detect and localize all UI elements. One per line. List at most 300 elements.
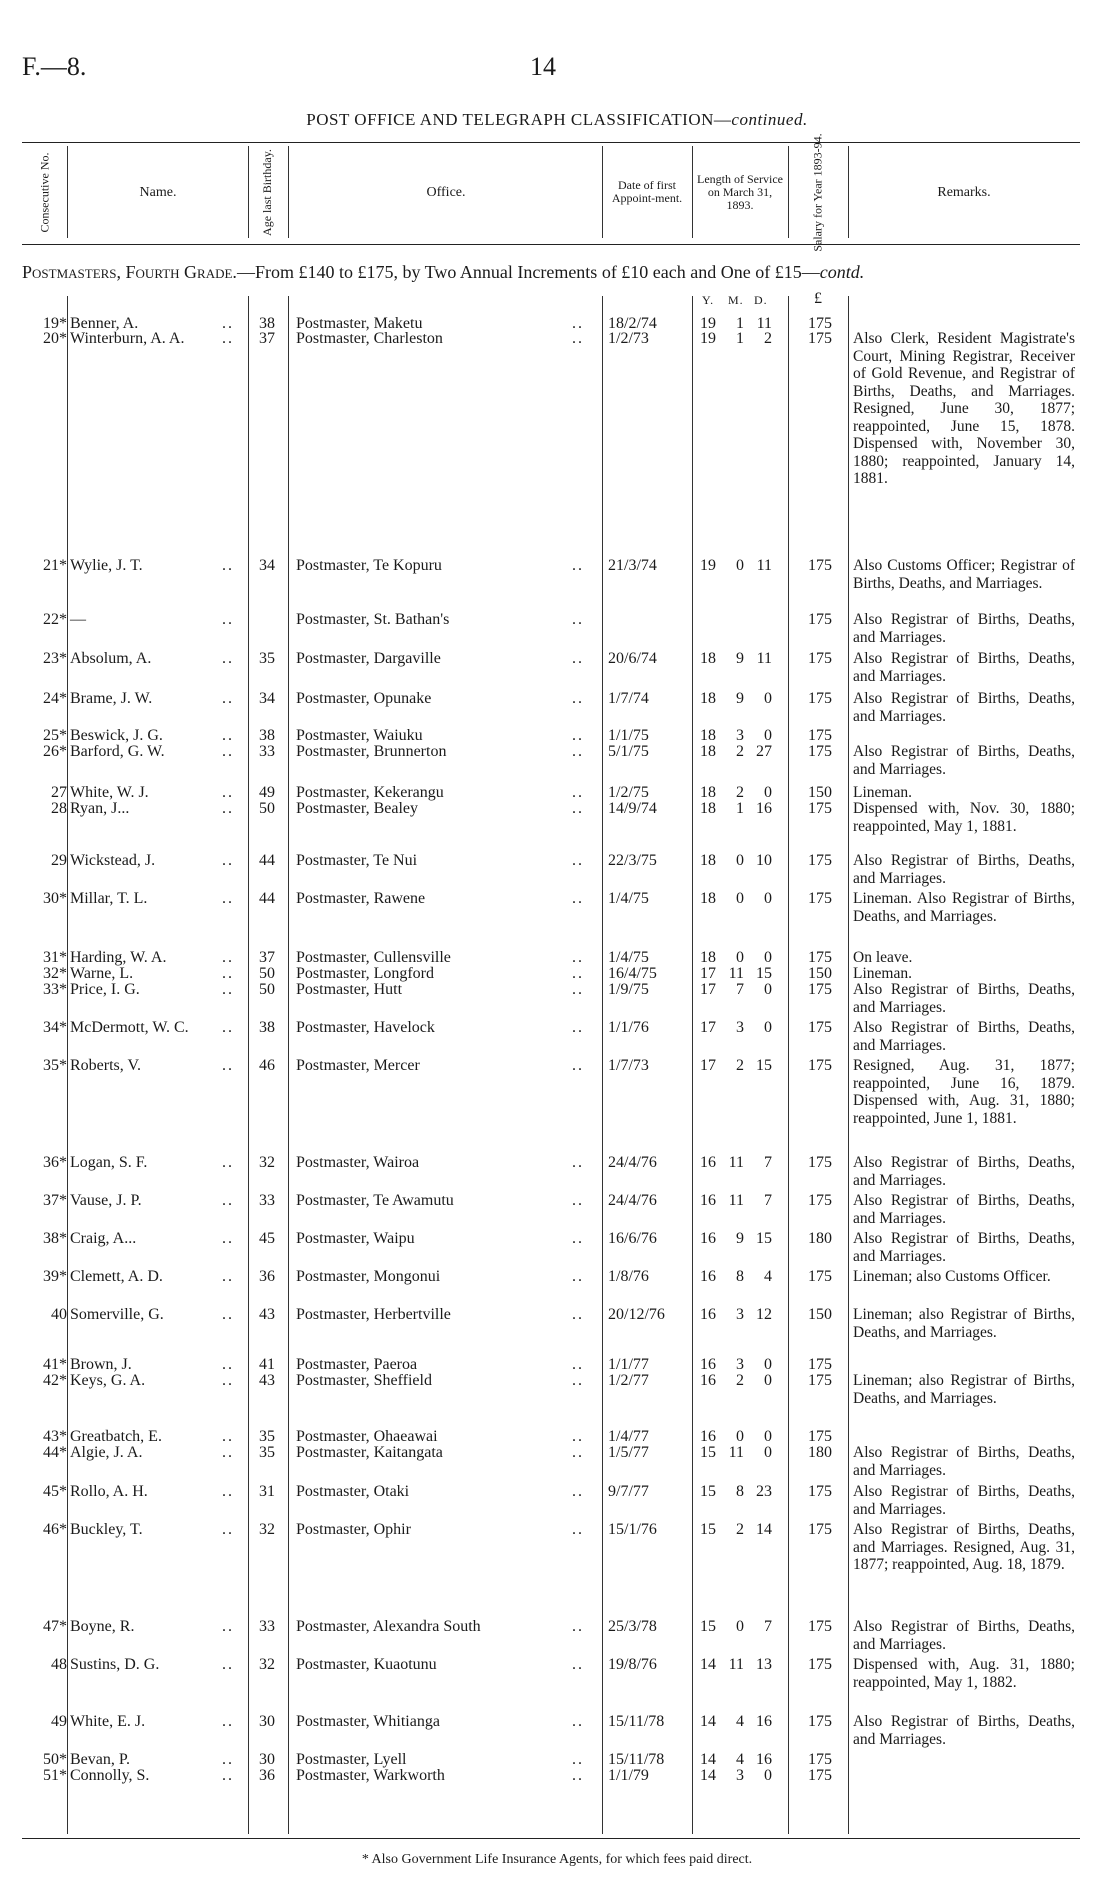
row-remarks: Also Registrar of Births, Deaths, and Marriages. <box>853 1230 1075 1265</box>
leader-dots: .. <box>572 1713 584 1730</box>
row-office: Postmaster, Rawene <box>296 890 426 907</box>
row-number: 42* <box>43 1372 67 1389</box>
unit-pound: £ <box>814 290 822 307</box>
row-months: 11 <box>728 1154 744 1171</box>
row-office: Postmaster, Mercer <box>296 1057 420 1074</box>
row-years: 16 <box>700 1230 716 1247</box>
leader-dots: .. <box>222 1192 234 1209</box>
row-remarks: Resigned, Aug. 31, 1877; reappointed, June 16, 1879. Dispensed with, Aug. 31, 1880; reappointed, June 1, 1881. <box>853 1057 1075 1127</box>
row-salary: 175 <box>808 1656 832 1673</box>
row-age: 45 <box>259 1230 275 1247</box>
row-office: Postmaster, Bealey <box>296 800 418 817</box>
row-number: 49 <box>51 1713 67 1730</box>
row-age: 35 <box>259 1428 275 1445</box>
row-months: 2 <box>736 1521 744 1538</box>
row-salary: 175 <box>808 1713 832 1730</box>
leader-dots: .. <box>572 949 584 966</box>
leader-dots: .. <box>222 890 234 907</box>
leader-dots: .. <box>572 1019 584 1036</box>
row-appointment-date: 22/3/75 <box>608 852 657 869</box>
row-age: 37 <box>259 330 275 347</box>
row-years: 17 <box>700 981 716 998</box>
row-months: 3 <box>736 727 744 744</box>
row-salary: 150 <box>808 965 832 982</box>
row-salary: 175 <box>808 1751 832 1768</box>
leader-dots: .. <box>572 650 584 667</box>
row-remarks: Dispensed with, Aug. 31, 1880; reappointed, May 1, 1882. <box>853 1656 1075 1691</box>
leader-dots: .. <box>222 690 234 707</box>
page-number: 14 <box>530 52 556 81</box>
leader-dots: .. <box>572 690 584 707</box>
leader-dots: .. <box>222 650 234 667</box>
row-years: 15 <box>700 1521 716 1538</box>
row-years: 16 <box>700 1356 716 1373</box>
leader-dots: .. <box>572 784 584 801</box>
leader-dots: .. <box>222 330 234 347</box>
row-age: 31 <box>259 1483 275 1500</box>
row-office: Postmaster, Kuaotunu <box>296 1656 437 1673</box>
row-number: 32* <box>43 965 67 982</box>
row-number: 34* <box>43 1019 67 1036</box>
row-years: 16 <box>700 1372 716 1389</box>
leader-dots: .. <box>572 1767 584 1784</box>
row-age: 32 <box>259 1154 275 1171</box>
row-salary: 175 <box>808 1521 832 1538</box>
row-days: 16 <box>756 1713 772 1730</box>
row-appointment-date: 1/8/76 <box>608 1268 649 1285</box>
row-salary: 175 <box>808 981 832 998</box>
row-office: Postmaster, Sheffield <box>296 1372 432 1389</box>
row-months: 0 <box>736 1618 744 1635</box>
row-months: 3 <box>736 1356 744 1373</box>
row-name: Bevan, P. <box>70 1751 130 1768</box>
row-days: 0 <box>764 949 772 966</box>
row-months: 9 <box>736 1230 744 1247</box>
row-days: 2 <box>764 330 772 347</box>
row-remarks: Also Registrar of Births, Deaths, and Marriages. <box>853 1192 1075 1227</box>
row-years: 18 <box>700 949 716 966</box>
row-office: Postmaster, Whitianga <box>296 1713 440 1730</box>
row-name: Absolum, A. <box>70 650 152 667</box>
row-years: 14 <box>700 1767 716 1784</box>
leader-dots: .. <box>222 1767 234 1784</box>
leader-dots: .. <box>572 315 584 332</box>
row-salary: 175 <box>808 315 832 332</box>
row-number: 30* <box>43 890 67 907</box>
row-name: Harding, W. A. <box>70 949 167 966</box>
row-months: 8 <box>736 1268 744 1285</box>
leader-dots: .. <box>222 1521 234 1538</box>
row-number: 26* <box>43 743 67 760</box>
row-appointment-date: 16/6/76 <box>608 1230 657 1247</box>
row-salary: 175 <box>808 1057 832 1074</box>
row-days: 15 <box>756 1057 772 1074</box>
row-age: 50 <box>259 965 275 982</box>
row-number: 38* <box>43 1230 67 1247</box>
row-appointment-date: 19/8/76 <box>608 1656 657 1673</box>
row-appointment-date: 15/11/78 <box>608 1713 665 1730</box>
row-office: Postmaster, Te Kopuru <box>296 557 442 574</box>
row-days: 0 <box>764 1372 772 1389</box>
row-office: Postmaster, Ohaeawai <box>296 1428 438 1445</box>
row-years: 16 <box>700 1192 716 1209</box>
row-office: Postmaster, Cullensville <box>296 949 451 966</box>
leader-dots: .. <box>572 852 584 869</box>
row-office: Postmaster, Charleston <box>296 330 443 347</box>
leader-dots: .. <box>222 784 234 801</box>
row-office: Postmaster, Herbertville <box>296 1306 451 1323</box>
row-number: 44* <box>43 1444 67 1461</box>
leader-dots: .. <box>222 1268 234 1285</box>
row-salary: 175 <box>808 852 832 869</box>
row-name: Benner, A. <box>70 315 139 332</box>
row-remarks: Lineman; also Registrar of Births, Deaths, and Marriages. <box>853 1372 1075 1407</box>
row-days: 16 <box>756 800 772 817</box>
row-appointment-date: 1/7/73 <box>608 1057 649 1074</box>
row-remarks: Also Registrar of Births, Deaths, and Marriages. <box>853 611 1075 646</box>
leader-dots: .. <box>222 1372 234 1389</box>
row-number: 36* <box>43 1154 67 1171</box>
row-salary: 175 <box>808 800 832 817</box>
row-name: Clemett, A. D. <box>70 1268 163 1285</box>
row-age: 44 <box>259 890 275 907</box>
row-days: 0 <box>764 890 772 907</box>
row-salary: 175 <box>808 890 832 907</box>
row-appointment-date: 20/6/74 <box>608 650 657 667</box>
leader-dots: .. <box>572 965 584 982</box>
row-remarks: Also Registrar of Births, Deaths, and Marriages. <box>853 1483 1075 1518</box>
title-suffix: continued. <box>731 110 808 129</box>
row-appointment-date: 16/4/75 <box>608 965 657 982</box>
row-days: 16 <box>756 1751 772 1768</box>
leader-dots: .. <box>222 1428 234 1445</box>
leader-dots: .. <box>572 1192 584 1209</box>
leader-dots: .. <box>222 965 234 982</box>
leader-dots: .. <box>572 1751 584 1768</box>
row-appointment-date: 21/3/74 <box>608 557 657 574</box>
row-days: 0 <box>764 1356 772 1373</box>
row-remarks: Also Registrar of Births, Deaths, and Marriages. <box>853 1444 1075 1479</box>
row-salary: 175 <box>808 949 832 966</box>
row-days: 11 <box>756 650 772 667</box>
row-days: 0 <box>764 1767 772 1784</box>
row-salary: 175 <box>808 1483 832 1500</box>
page-id: F.—8. <box>22 52 87 81</box>
row-days: 4 <box>764 1268 772 1285</box>
row-name: Logan, S. F. <box>70 1154 148 1171</box>
leader-dots: .. <box>222 611 234 628</box>
row-days: 15 <box>756 1230 772 1247</box>
row-age: 50 <box>259 800 275 817</box>
row-age: 50 <box>259 981 275 998</box>
row-number: 41* <box>43 1356 67 1373</box>
row-number: 47* <box>43 1618 67 1635</box>
row-remarks: Lineman; also Customs Officer. <box>853 1268 1051 1285</box>
row-name: Wickstead, J. <box>70 852 156 869</box>
row-remarks: Lineman. <box>853 784 912 801</box>
row-name: Somerville, G. <box>70 1306 164 1323</box>
leader-dots: .. <box>222 743 234 760</box>
row-age: 33 <box>259 1192 275 1209</box>
row-office: Postmaster, Otaki <box>296 1483 410 1500</box>
leader-dots: .. <box>222 800 234 817</box>
row-months: 9 <box>736 690 744 707</box>
leader-dots: .. <box>572 1521 584 1538</box>
row-days: 27 <box>756 743 772 760</box>
row-months: 2 <box>736 1057 744 1074</box>
row-name: Wylie, J. T. <box>70 557 143 574</box>
row-number: 39* <box>43 1268 67 1285</box>
row-age: 43 <box>259 1306 275 1323</box>
leader-dots: .. <box>222 1356 234 1373</box>
row-name: McDermott, W. C. <box>70 1019 189 1036</box>
row-days: 12 <box>756 1306 772 1323</box>
row-salary: 175 <box>808 1356 832 1373</box>
row-days: 0 <box>764 1019 772 1036</box>
row-years: 18 <box>700 743 716 760</box>
row-number: 33* <box>43 981 67 998</box>
row-appointment-date: 25/3/78 <box>608 1618 657 1635</box>
row-name: Brame, J. W. <box>70 690 153 707</box>
row-months: 0 <box>736 1428 744 1445</box>
row-number: 31* <box>43 949 67 966</box>
row-number: 37* <box>43 1192 67 1209</box>
row-salary: 180 <box>808 1230 832 1247</box>
row-salary: 175 <box>808 1154 832 1171</box>
row-days: 7 <box>764 1154 772 1171</box>
title-main: POST OFFICE AND TELEGRAPH CLASSIFICATION— <box>306 110 732 129</box>
row-remarks: Lineman. <box>853 965 912 982</box>
row-office: Postmaster, Kekerangu <box>296 784 444 801</box>
row-office: Postmaster, St. Bathan's <box>296 611 450 628</box>
row-years: 19 <box>700 330 716 347</box>
row-name: Barford, G. W. <box>70 743 165 760</box>
row-number: 46* <box>43 1521 67 1538</box>
row-salary: 175 <box>808 1428 832 1445</box>
row-years: 17 <box>700 1057 716 1074</box>
row-number: 48 <box>51 1656 67 1673</box>
grade-label: Postmasters, Fourth Grade. <box>22 262 237 282</box>
row-appointment-date: 15/11/78 <box>608 1751 665 1768</box>
row-number: 24* <box>43 690 67 707</box>
row-name: White, W. J. <box>70 784 149 801</box>
row-number: 35* <box>43 1057 67 1074</box>
leader-dots: .. <box>222 1444 234 1461</box>
row-remarks: On leave. <box>853 949 913 966</box>
row-appointment-date: 5/1/75 <box>608 743 649 760</box>
row-age: 35 <box>259 650 275 667</box>
row-remarks: Also Registrar of Births, Deaths, and Marriages. <box>853 1154 1075 1189</box>
row-days: 0 <box>764 1428 772 1445</box>
row-remarks: Also Customs Officer; Registrar of Births, Deaths, and Marriages. <box>853 557 1075 592</box>
row-remarks: Also Registrar of Births, Deaths, and Marriages. <box>853 981 1075 1016</box>
header-length: Length of Service on March 31, 1893. <box>697 171 783 212</box>
row-office: Postmaster, Ophir <box>296 1521 411 1538</box>
row-name: Craig, A... <box>70 1230 137 1247</box>
leader-dots: .. <box>222 727 234 744</box>
row-salary: 180 <box>808 1444 832 1461</box>
row-office: Postmaster, Opunake <box>296 690 432 707</box>
row-age: 37 <box>259 949 275 966</box>
row-age: 44 <box>259 852 275 869</box>
row-months: 7 <box>736 981 744 998</box>
row-days: 0 <box>764 727 772 744</box>
leader-dots: .. <box>572 890 584 907</box>
row-age: 36 <box>259 1268 275 1285</box>
row-name: Connolly, S. <box>70 1767 150 1784</box>
row-years: 16 <box>700 1268 716 1285</box>
row-age: 38 <box>259 727 275 744</box>
row-days: 0 <box>764 1444 772 1461</box>
row-months: 11 <box>728 1656 744 1673</box>
leader-dots: .. <box>572 1656 584 1673</box>
row-years: 18 <box>700 800 716 817</box>
leader-dots: .. <box>222 1057 234 1074</box>
unit-years: Y. <box>702 293 715 307</box>
row-days: 13 <box>756 1656 772 1673</box>
row-office: Postmaster, Mongonui <box>296 1268 441 1285</box>
row-months: 0 <box>736 852 744 869</box>
row-days: 7 <box>764 1192 772 1209</box>
row-number: 28 <box>51 800 67 817</box>
row-number: 50* <box>43 1751 67 1768</box>
row-name: Ryan, J... <box>70 800 130 817</box>
leader-dots: .. <box>572 1306 584 1323</box>
leader-dots: .. <box>572 611 584 628</box>
header-salary: Salary for Year 1893-94. <box>810 132 825 252</box>
row-appointment-date: 1/2/75 <box>608 784 649 801</box>
row-name: Winterburn, A. A. <box>70 330 185 347</box>
row-name: White, E. J. <box>70 1713 146 1730</box>
row-years: 18 <box>700 784 716 801</box>
row-months: 3 <box>736 1767 744 1784</box>
row-appointment-date: 1/9/75 <box>608 981 649 998</box>
row-months: 2 <box>736 784 744 801</box>
row-age: 30 <box>259 1751 275 1768</box>
row-name: Millar, T. L. <box>70 890 148 907</box>
row-number: 27 <box>51 784 67 801</box>
row-salary: 175 <box>808 1019 832 1036</box>
row-remarks: Also Registrar of Births, Deaths, and Marriages. <box>853 743 1075 778</box>
row-appointment-date: 24/4/76 <box>608 1192 657 1209</box>
row-name: Algie, J. A. <box>70 1444 143 1461</box>
row-office: Postmaster, Kaitangata <box>296 1444 443 1461</box>
row-salary: 175 <box>808 1268 832 1285</box>
row-appointment-date: 15/1/76 <box>608 1521 657 1538</box>
row-appointment-date: 14/9/74 <box>608 800 657 817</box>
row-name: Rollo, A. H. <box>70 1483 148 1500</box>
leader-dots: .. <box>222 315 234 332</box>
row-remarks: Lineman. Also Registrar of Births, Deaths, and Marriages. <box>853 890 1075 925</box>
row-age: 35 <box>259 1444 275 1461</box>
row-age: 43 <box>259 1372 275 1389</box>
leader-dots: .. <box>572 1372 584 1389</box>
row-months: 4 <box>736 1751 744 1768</box>
row-office: Postmaster, Waiuku <box>296 727 423 744</box>
unit-days: D. <box>754 293 768 307</box>
row-months: 1 <box>736 800 744 817</box>
row-number: 43* <box>43 1428 67 1445</box>
row-age: 34 <box>259 690 275 707</box>
row-months: 3 <box>736 1306 744 1323</box>
row-office: Postmaster, Hutt <box>296 981 403 998</box>
row-appointment-date: 1/1/77 <box>608 1356 649 1373</box>
row-years: 18 <box>700 650 716 667</box>
row-days: 11 <box>756 557 772 574</box>
row-name: Warne, L. <box>70 965 134 982</box>
row-salary: 175 <box>808 1767 832 1784</box>
row-name: Keys, G. A. <box>70 1372 146 1389</box>
row-name: Brown, J. <box>70 1356 132 1373</box>
row-years: 15 <box>700 1483 716 1500</box>
leader-dots: .. <box>222 557 234 574</box>
row-remarks: Also Registrar of Births, Deaths, and Marriages. <box>853 690 1075 725</box>
row-months: 1 <box>736 315 744 332</box>
row-salary: 175 <box>808 650 832 667</box>
grade-text: —From £140 to £175, by Two Annual Increments of £10 each and One of £15— <box>236 262 820 282</box>
row-years: 17 <box>700 965 716 982</box>
header-consecutive: Consecutive No. <box>37 152 51 232</box>
row-days: 0 <box>764 784 772 801</box>
leader-dots: .. <box>572 1428 584 1445</box>
row-office: Postmaster, Alexandra South <box>296 1618 481 1635</box>
leader-dots: .. <box>222 981 234 998</box>
row-age: 33 <box>259 743 275 760</box>
row-office: Postmaster, Paeroa <box>296 1356 418 1373</box>
row-office: Postmaster, Te Nui <box>296 852 418 869</box>
leader-dots: .. <box>572 743 584 760</box>
row-months: 3 <box>736 1019 744 1036</box>
row-number: 45* <box>43 1483 67 1500</box>
row-salary: 175 <box>808 743 832 760</box>
row-months: 1 <box>736 330 744 347</box>
row-age: 30 <box>259 1713 275 1730</box>
row-years: 14 <box>700 1751 716 1768</box>
table-bottom-rule <box>22 1838 1080 1839</box>
row-number: 29 <box>51 852 67 869</box>
row-months: 11 <box>728 1192 744 1209</box>
row-appointment-date: 1/7/74 <box>608 690 649 707</box>
row-years: 18 <box>700 890 716 907</box>
row-years: 15 <box>700 1618 716 1635</box>
row-appointment-date: 1/4/75 <box>608 949 649 966</box>
row-age: 32 <box>259 1521 275 1538</box>
header-office: Office. <box>426 184 466 200</box>
header-age: Age last Birthday. <box>259 148 274 236</box>
row-name: Vause, J. P. <box>70 1192 142 1209</box>
row-months: 0 <box>736 557 744 574</box>
row-age: 41 <box>259 1356 275 1373</box>
row-appointment-date: 18/2/74 <box>608 315 657 332</box>
leader-dots: .. <box>572 557 584 574</box>
row-days: 23 <box>756 1483 772 1500</box>
row-age: 46 <box>259 1057 275 1074</box>
row-months: 0 <box>736 949 744 966</box>
row-appointment-date: 1/1/79 <box>608 1767 649 1784</box>
row-remarks: Dispensed with, Nov. 30, 1880; reappointed, May 1, 1881. <box>853 800 1075 835</box>
row-office: Postmaster, Dargaville <box>296 650 441 667</box>
row-days: 7 <box>764 1618 772 1635</box>
leader-dots: .. <box>222 1230 234 1247</box>
row-office: Postmaster, Te Awamutu <box>296 1192 454 1209</box>
leader-dots: .. <box>572 981 584 998</box>
row-name: — <box>70 611 86 628</box>
row-months: 2 <box>736 1372 744 1389</box>
row-months: 4 <box>736 1713 744 1730</box>
leader-dots: .. <box>572 800 584 817</box>
row-years: 16 <box>700 1428 716 1445</box>
leader-dots: .. <box>572 1483 584 1500</box>
